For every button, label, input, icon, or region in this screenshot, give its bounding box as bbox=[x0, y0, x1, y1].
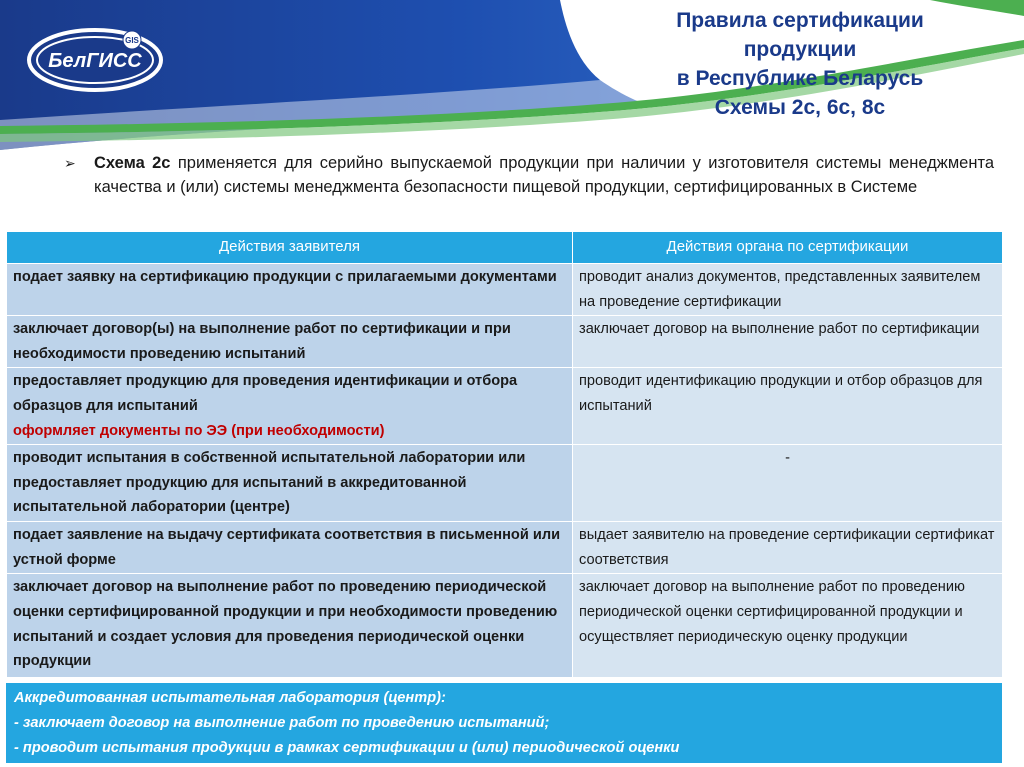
bullet-arrow-icon: ➢ bbox=[64, 155, 76, 171]
lab-note-item: - проводит испытания продукции в рамках сертификации и (или) периодической оценки bbox=[14, 740, 680, 756]
header-applicant-actions: Действия заявителя bbox=[7, 232, 573, 264]
table-row bbox=[7, 522, 1003, 574]
title-line-1: Правила сертификации bbox=[676, 9, 924, 32]
certification-actions-table bbox=[6, 231, 1003, 678]
body-action-cell: выдает заявителю на проведение сертификации сертификат соответствия bbox=[573, 522, 1003, 574]
applicant-action-cell: заключает договор(ы) на выполнение работ по сертификации и при необходимости проведению испытаний bbox=[7, 316, 573, 368]
header-body-actions: Действия органа по сертификации bbox=[573, 232, 1003, 264]
table-row bbox=[7, 316, 1003, 368]
title-line-4: Схемы 2с, 6с, 8с bbox=[714, 96, 886, 119]
body-action-cell: заключает договор на выполнение работ по проведению периодической оценки сертифицированной продукции и осуществляет периодическую оценку продукции bbox=[573, 574, 1003, 678]
table-row bbox=[7, 574, 1003, 678]
table-row bbox=[7, 445, 1003, 522]
applicant-action-cell: подает заявление на выдачу сертификата соответствия в письменной или устной форме bbox=[7, 522, 573, 574]
intro-paragraph bbox=[64, 151, 994, 199]
intro-body: применяется для серийно выпускаемой продукции при наличии у изготовителя системы менеджмента качества и (или) системы менеджмента безопасности пищевой продукции, сертифицированных в Системе bbox=[94, 154, 994, 196]
intro-text bbox=[94, 151, 994, 199]
table-row bbox=[7, 368, 1003, 445]
page-title bbox=[600, 6, 1000, 122]
applicant-action-cell: подает заявку на сертификацию продукции с прилагаемыми документами bbox=[7, 264, 573, 316]
lab-note-box bbox=[6, 683, 1002, 763]
title-line-2: продукции bbox=[743, 38, 857, 61]
applicant-action-text: предоставляет продукцию для проведения идентификации и отбора образцов для испытаний bbox=[13, 373, 518, 414]
logo-mark: GIS bbox=[125, 36, 139, 45]
logo-text: БелГИСС bbox=[48, 50, 142, 72]
body-action-cell: проводит идентификацию продукции и отбор образцов для испытаний bbox=[573, 368, 1003, 445]
applicant-action-extra: оформляет документы по ЭЭ (при необходимости) bbox=[13, 422, 385, 439]
body-action-cell: - bbox=[573, 445, 1003, 522]
lab-note-title: Аккредитованная испытательная лаборатория (центр): bbox=[14, 690, 446, 706]
applicant-action-cell: проводит испытания в собственной испытательной лаборатории или предоставляет продукцию для испытаний в аккредитованной испытательной лаборатории (центре) bbox=[7, 445, 573, 522]
table-row bbox=[7, 264, 1003, 316]
lab-note-item: - заключает договор на выполнение работ по проведению испытаний; bbox=[14, 715, 550, 731]
body-action-cell: заключает договор на выполнение работ по сертификации bbox=[573, 316, 1003, 368]
body-action-cell: проводит анализ документов, представленных заявителем на проведение сертификации bbox=[573, 264, 1003, 316]
applicant-action-cell: заключает договор на выполнение работ по проведению периодической оценки сертифицированной продукции и при необходимости проведению испытаний и создает условия для проведения периодической оценки продукции bbox=[7, 574, 573, 678]
title-line-3: в Республике Беларусь bbox=[676, 67, 924, 90]
table-header-row bbox=[7, 232, 1003, 264]
belgiss-logo bbox=[26, 24, 164, 94]
intro-lead: Схема 2с bbox=[94, 154, 171, 172]
applicant-action-cell bbox=[7, 368, 573, 445]
